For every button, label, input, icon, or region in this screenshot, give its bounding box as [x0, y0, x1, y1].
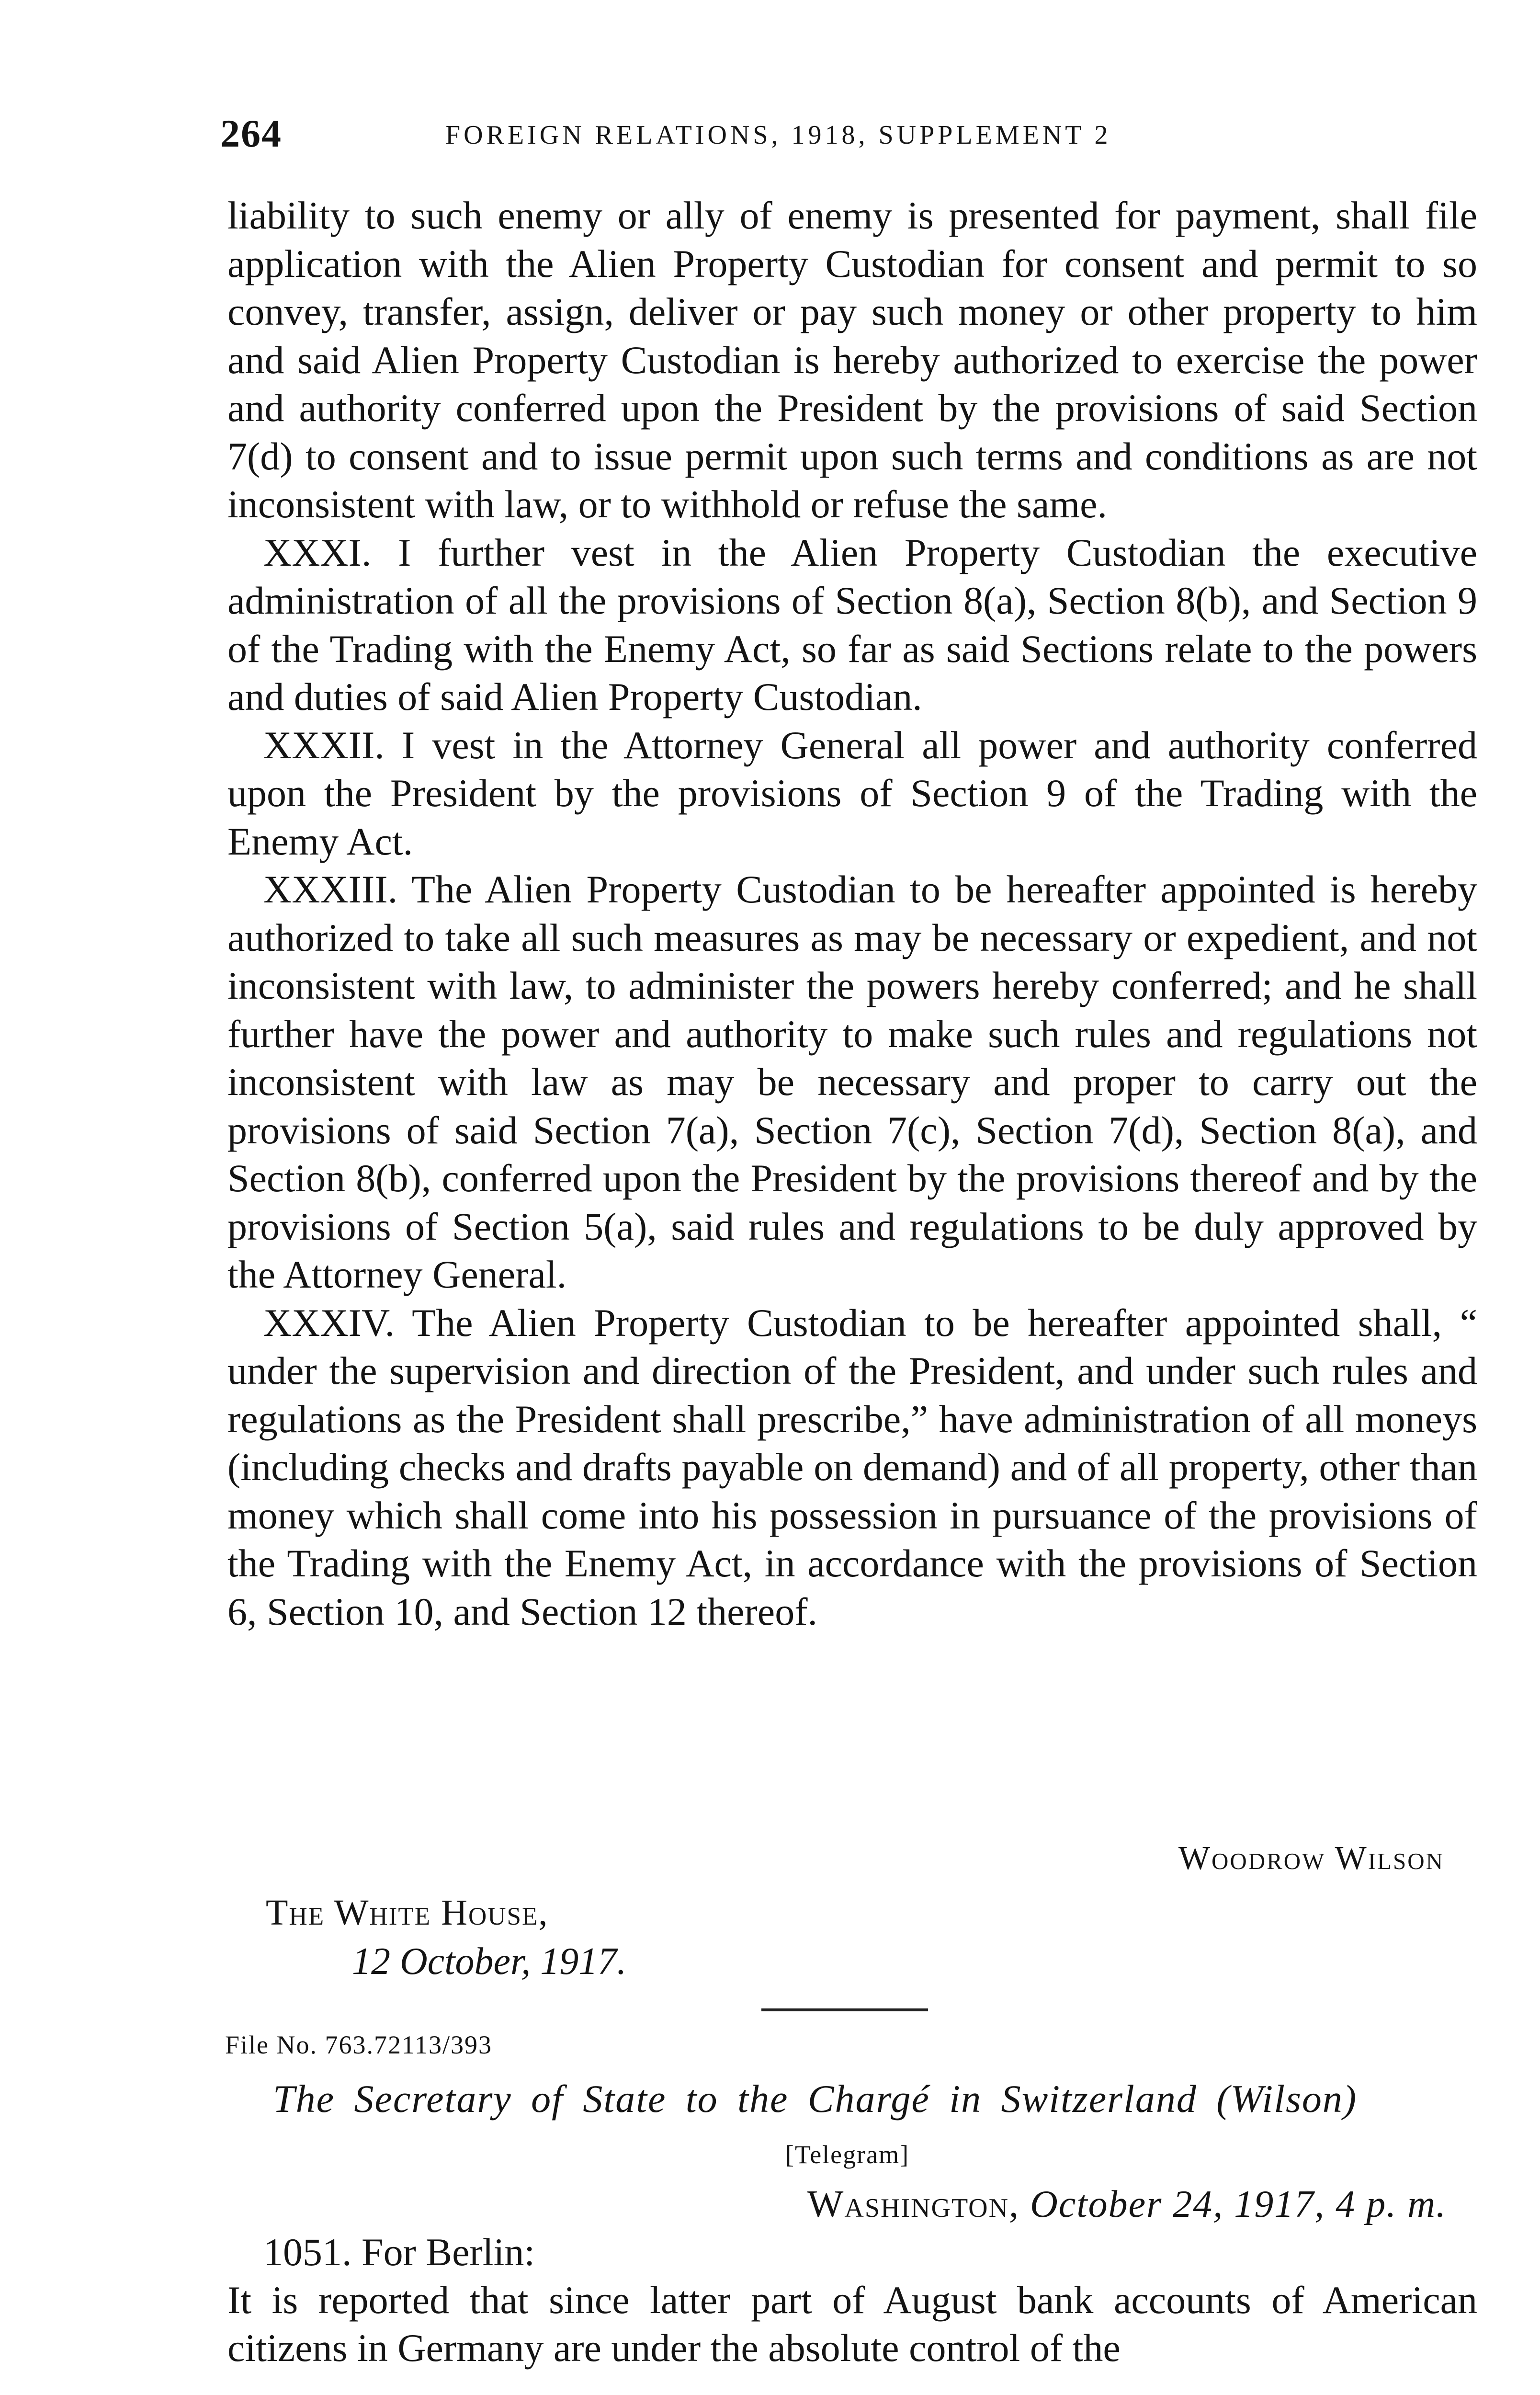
paragraph-continuation: liability to such enemy or ally of enemy is presented for payment, shall file application with the Alien Property Custodian for consent and permit to so convey, transfer, assign, deliver or pay such money or other property to him and said Alien Property Custodian is hereby authorized to exercise the power and authority conferred upon the President by the provisions of said Section 7(d) to consent and to issue permit upon such terms and conditions as are not inconsistent with law, or to withhold or refuse the same.: [227, 194, 1477, 526]
place-date: 12 October, 1917.: [352, 1940, 627, 1983]
page-header: [220, 111, 1484, 164]
paragraph-xxxii: XXXII. I vest in the Attorney General all power and authority conferred upon the President by the provisions of Section 9 of the Trading with the Enemy Act.: [227, 723, 1477, 863]
dateline: [807, 2183, 1447, 2226]
file-number: File No. 763.72113/393: [225, 2030, 493, 2059]
paragraph-xxxiv: XXXIV. The Alien Property Custodian to be hereafter appointed shall, “ under the supervision and direction of the President, and under such rules and regulations as the President shall prescribe,” have administration of all moneys (including checks and drafts payable on demand) and of all property, other than money which shall come into his possession in pursuance of the provisions of the Trading with the Enemy Act, in accordance with the provisions of Section 6, Section 10, and Section 12 thereof.: [227, 1300, 1477, 1633]
paragraph-xxxiii: XXXIII. The Alien Property Custodian to be hereafter appointed is hereby authorized to take all such measures as may be necessary or expedient, and not inconsistent with law, to administer the powers hereby conferred; and he shall further have the power and authority to make such rules and regulations not inconsistent with law as may be necessary and proper to carry out the provisions of said Section 7(a), Section 7(c), Section 7(d), Section 8(a), and Section 8(b), conferred upon the President by the provisions thereof and by the provisions of Section 5(a), said rules and regulations to be duly approved by the Attorney General.: [227, 867, 1477, 1296]
running-head: FOREIGN RELATIONS, 1918, SUPPLEMENT 2: [445, 120, 1111, 150]
place: The White House,: [266, 1893, 549, 1933]
document-heading: The Secretary of State to the Chargé in Switzerland (Wilson): [273, 2077, 1358, 2121]
signature: Woodrow Wilson: [1178, 1840, 1444, 1877]
dateline-city: Washington,: [807, 2183, 1020, 2225]
page-number: 264: [220, 112, 282, 155]
telegram-opening: It is reported that since latter part of August bank accounts of American citizens in Germany are under the absolute control of the: [227, 2278, 1477, 2370]
telegram-label: [Telegram]: [785, 2140, 910, 2169]
section-divider: [761, 2008, 928, 2011]
dateline-time: October 24, 1917, 4 p. m.: [1030, 2183, 1447, 2225]
paragraph-xxxi: XXXI. I further vest in the Alien Property Custodian the executive administration of all the provisions of Section 8(a), Section 8(b), and Section 9 of the Trading with the Enemy Act, so far as said Sections relate to the powers and duties of said Alien Property Custodian.: [227, 530, 1477, 718]
order-body: [227, 192, 1477, 1636]
telegram-number-line: 1051. For Berlin:: [263, 2230, 535, 2274]
telegram-body: [227, 2228, 1477, 2372]
